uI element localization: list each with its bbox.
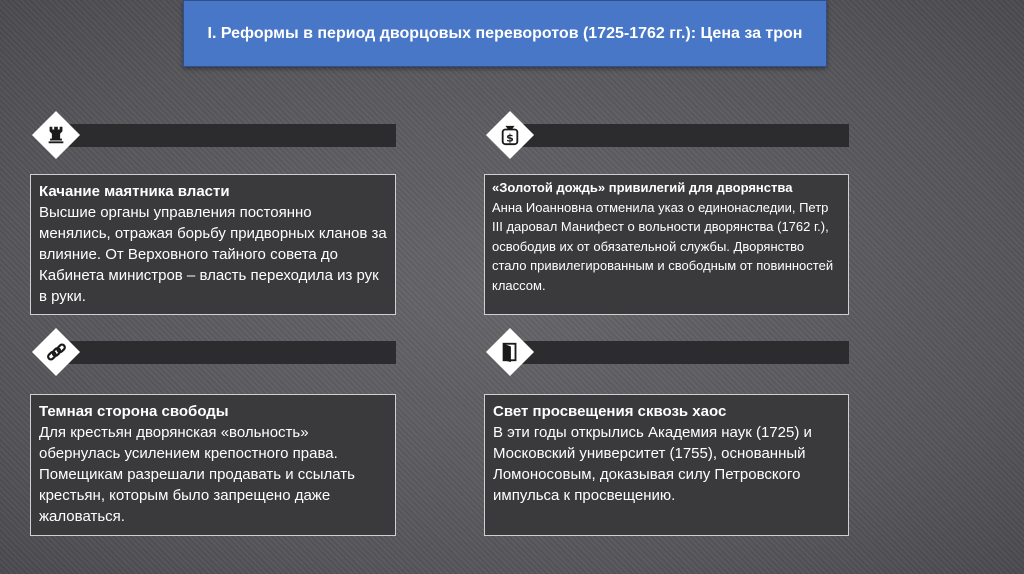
chess-rook-icon [43, 122, 69, 148]
chain-icon [43, 339, 69, 365]
section-bar-3 [56, 341, 396, 364]
title-banner [183, 0, 827, 67]
card-body: В эти годы открылись Академия наук (1725) и Московский университет (1755), основанный Ломоносовым, доказывая силу Петровского импульса к просвещению. [493, 424, 812, 504]
money-bag-icon [497, 122, 523, 148]
card-enlightenment [484, 394, 849, 536]
section-bar-1 [56, 124, 396, 147]
card-heading: Свет просвещения сквозь хаос [493, 403, 727, 420]
card-heading: Темная сторона свободы [39, 403, 229, 420]
section-bar-4 [510, 341, 849, 364]
card-body: Анна Иоанновна отменила указ о единонаследии, Петр III даровал Манифест о вольности дворянства (1762 г.), освободив их от обязательной службы. Дворянство стало привилегированным и свободным от повинностей классом. [492, 199, 834, 293]
page-title: I. Реформы в период дворцовых переворотов (1725-1762 гг.): Цена за трон [207, 24, 803, 42]
card-dark-side [30, 394, 396, 536]
svg-text:$: $ [506, 131, 514, 145]
card-body: Для крестьян дворянская «вольность» обернулась усилением крепостного права. Помещикам разрешали продавать и ссылать крестьян, которым было запрещено даже жаловаться. [39, 424, 355, 525]
card-body: Высшие органы управления постоянно менялись, отражая борьбу придворных кланов за влияние. От Верховного тайного совета до Кабинета министров – власть переходила из рук в руки. [39, 204, 387, 305]
open-door-icon [497, 339, 523, 365]
section-bar-2 [510, 124, 849, 147]
card-heading: Качание маятника власти [39, 183, 230, 200]
card-pendulum-of-power [30, 174, 396, 315]
card-privileges [484, 174, 849, 315]
card-heading: «Золотой дождь» привилегий для дворянства [492, 180, 793, 195]
